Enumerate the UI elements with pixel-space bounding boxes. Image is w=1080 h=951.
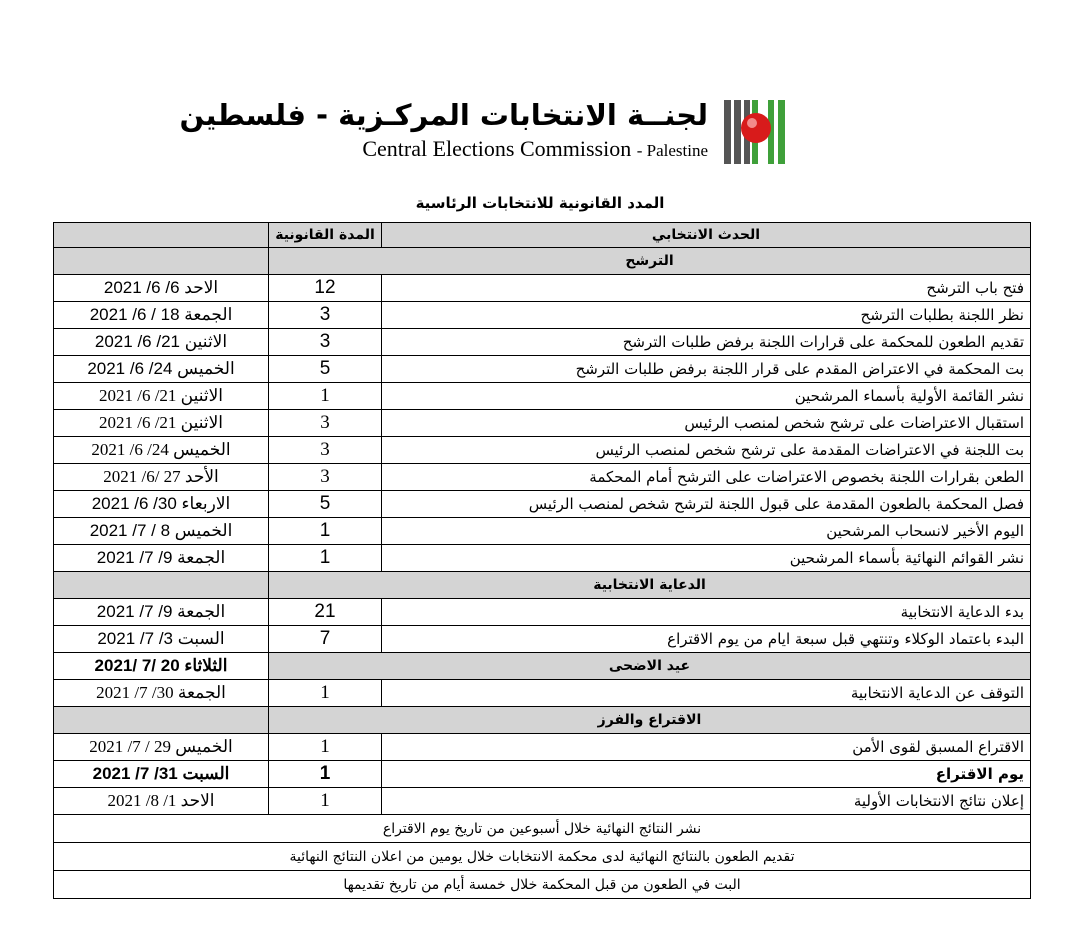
row-duration: 1 bbox=[269, 788, 382, 815]
row-duration: 21 bbox=[269, 599, 382, 626]
note-text: تقديم الطعون بالنتائج النهائية لدى محكمة الانتخابات خلال يومين من اعلان النتائج النهائية bbox=[54, 843, 1031, 871]
row-date: الاحد 1/ 8/ 2021 bbox=[54, 788, 269, 815]
row-date: الاثنين 21/ 6/ 2021 bbox=[54, 329, 269, 356]
row-date: الاثنين 21/ 6/ 2021 bbox=[54, 383, 269, 410]
row-duration: 3 bbox=[269, 437, 382, 464]
table-body bbox=[54, 223, 1031, 899]
row-event: إعلان نتائج الانتخابات الأولية bbox=[382, 788, 1031, 815]
row-date: الجمعة 18 / 6/ 2021 bbox=[54, 302, 269, 329]
row-event: البدء باعتماد الوكلاء وتنتهي قبل سبعة ايام من يوم الاقتراع bbox=[382, 626, 1031, 653]
row-event: بت المحكمة في الاعتراض المقدم على قرار اللجنة برفض طلبات الترشح bbox=[382, 356, 1031, 383]
table-row bbox=[54, 275, 1031, 302]
section-label: الاقتراع والفرز bbox=[269, 707, 1031, 734]
row-duration: 1 bbox=[269, 383, 382, 410]
org-name-english-suffix: - Palestine bbox=[636, 141, 708, 160]
row-date: الخميس 29 / 7/ 2021 bbox=[54, 734, 269, 761]
section-row bbox=[54, 572, 1031, 599]
table-row bbox=[54, 680, 1031, 707]
section-label: عيد الاضحى bbox=[269, 653, 1031, 680]
row-date: الخميس 8 / 7/ 2021 bbox=[54, 518, 269, 545]
document-title: المدد القانونية للانتخابات الرئاسية bbox=[415, 194, 665, 212]
note-text: البت في الطعون من قبل المحكمة خلال خمسة أيام من تاريخ تقديمها bbox=[54, 871, 1031, 899]
row-duration: 1 bbox=[269, 680, 382, 707]
row-duration: 5 bbox=[269, 356, 382, 383]
row-event: بدء الدعاية الانتخابية bbox=[382, 599, 1031, 626]
section-row bbox=[54, 707, 1031, 734]
row-date: الخميس 24/ 6/ 2021 bbox=[54, 356, 269, 383]
row-date: الأحد 27 /6/ 2021 bbox=[54, 464, 269, 491]
row-date: الاربعاء 30/ 6/ 2021 bbox=[54, 491, 269, 518]
section-row bbox=[54, 248, 1031, 275]
table-row bbox=[54, 302, 1031, 329]
note-text: نشر النتائج النهائية خلال أسبوعين من تاريخ يوم الاقتراع bbox=[54, 815, 1031, 843]
row-date: الخميس 24/ 6/ 2021 bbox=[54, 437, 269, 464]
row-duration: 1 bbox=[269, 734, 382, 761]
row-duration: 1 bbox=[269, 518, 382, 545]
table-row bbox=[54, 626, 1031, 653]
row-event: استقبال الاعتراضات على ترشح شخص لمنصب الرئيس bbox=[382, 410, 1031, 437]
table-row bbox=[54, 491, 1031, 518]
note-row bbox=[54, 815, 1031, 843]
row-duration: 1 bbox=[269, 761, 382, 788]
note-row bbox=[54, 843, 1031, 871]
org-name-english-main: Central Elections Commission bbox=[362, 136, 632, 161]
emblem-icon bbox=[722, 98, 790, 166]
row-event: الطعن بقرارات اللجنة بخصوص الاعتراضات على الترشح أمام المحكمة bbox=[382, 464, 1031, 491]
row-event: التوقف عن الدعاية الانتخابية bbox=[382, 680, 1031, 707]
row-date: السبت 3/ 7/ 2021 bbox=[54, 626, 269, 653]
row-event: يوم الاقتراع bbox=[382, 761, 1031, 788]
row-event: نشر القائمة الأولية بأسماء المرشحين bbox=[382, 383, 1031, 410]
table-row bbox=[54, 383, 1031, 410]
row-duration: 3 bbox=[269, 410, 382, 437]
row-event: نشر القوائم النهائية بأسماء المرشحين bbox=[382, 545, 1031, 572]
section-date bbox=[54, 572, 269, 599]
table-row bbox=[54, 545, 1031, 572]
header-event: الحدث الانتخابي bbox=[382, 223, 1031, 248]
row-date: الاحد 6/ 6/ 2021 bbox=[54, 275, 269, 302]
header-date bbox=[54, 223, 269, 248]
row-event: فتح باب الترشح bbox=[382, 275, 1031, 302]
note-row bbox=[54, 871, 1031, 899]
header-duration: المدة القانونية bbox=[269, 223, 382, 248]
row-event: نظر اللجنة بطلبات الترشح bbox=[382, 302, 1031, 329]
org-name-english bbox=[362, 136, 708, 162]
row-duration: 3 bbox=[269, 302, 382, 329]
legal-periods-table bbox=[53, 222, 1031, 899]
section-date: الثلاثاء 20 /7 /2021 bbox=[54, 653, 269, 680]
section-date bbox=[54, 248, 269, 275]
row-date: الجمعة 9/ 7/ 2021 bbox=[54, 545, 269, 572]
row-duration: 7 bbox=[269, 626, 382, 653]
table-row bbox=[54, 761, 1031, 788]
row-date: الاثنين 21/ 6/ 2021 bbox=[54, 410, 269, 437]
row-date: السبت 31/ 7/ 2021 bbox=[54, 761, 269, 788]
row-duration: 3 bbox=[269, 464, 382, 491]
table-row bbox=[54, 734, 1031, 761]
row-event: اليوم الأخير لانسحاب المرشحين bbox=[382, 518, 1031, 545]
row-duration: 1 bbox=[269, 545, 382, 572]
table-row bbox=[54, 518, 1031, 545]
row-date: الجمعة 30/ 7/ 2021 bbox=[54, 680, 269, 707]
row-duration: 5 bbox=[269, 491, 382, 518]
section-label: الترشح bbox=[269, 248, 1031, 275]
org-name-arabic: لجنــة الانتخابات المركـزية - فلسطين bbox=[179, 98, 708, 132]
row-event: تقديم الطعون للمحكمة على قرارات اللجنة برفض طلبات الترشح bbox=[382, 329, 1031, 356]
table-row bbox=[54, 599, 1031, 626]
row-duration: 12 bbox=[269, 275, 382, 302]
table-row bbox=[54, 356, 1031, 383]
table-row bbox=[54, 410, 1031, 437]
row-event: فصل المحكمة بالطعون المقدمة على قبول اللجنة لترشح شخص لمنصب الرئيس bbox=[382, 491, 1031, 518]
table-header-row bbox=[54, 223, 1031, 248]
row-event: الاقتراع المسبق لقوى الأمن bbox=[382, 734, 1031, 761]
section-row bbox=[54, 653, 1031, 680]
section-label: الدعاية الانتخابية bbox=[269, 572, 1031, 599]
table-row bbox=[54, 329, 1031, 356]
row-date: الجمعة 9/ 7/ 2021 bbox=[54, 599, 269, 626]
commission-logo bbox=[179, 98, 790, 173]
table-row bbox=[54, 437, 1031, 464]
row-duration: 3 bbox=[269, 329, 382, 356]
table-row bbox=[54, 464, 1031, 491]
table-row bbox=[54, 788, 1031, 815]
row-event: بت اللجنة في الاعتراضات المقدمة على ترشح شخص لمنصب الرئيس bbox=[382, 437, 1031, 464]
section-date bbox=[54, 707, 269, 734]
